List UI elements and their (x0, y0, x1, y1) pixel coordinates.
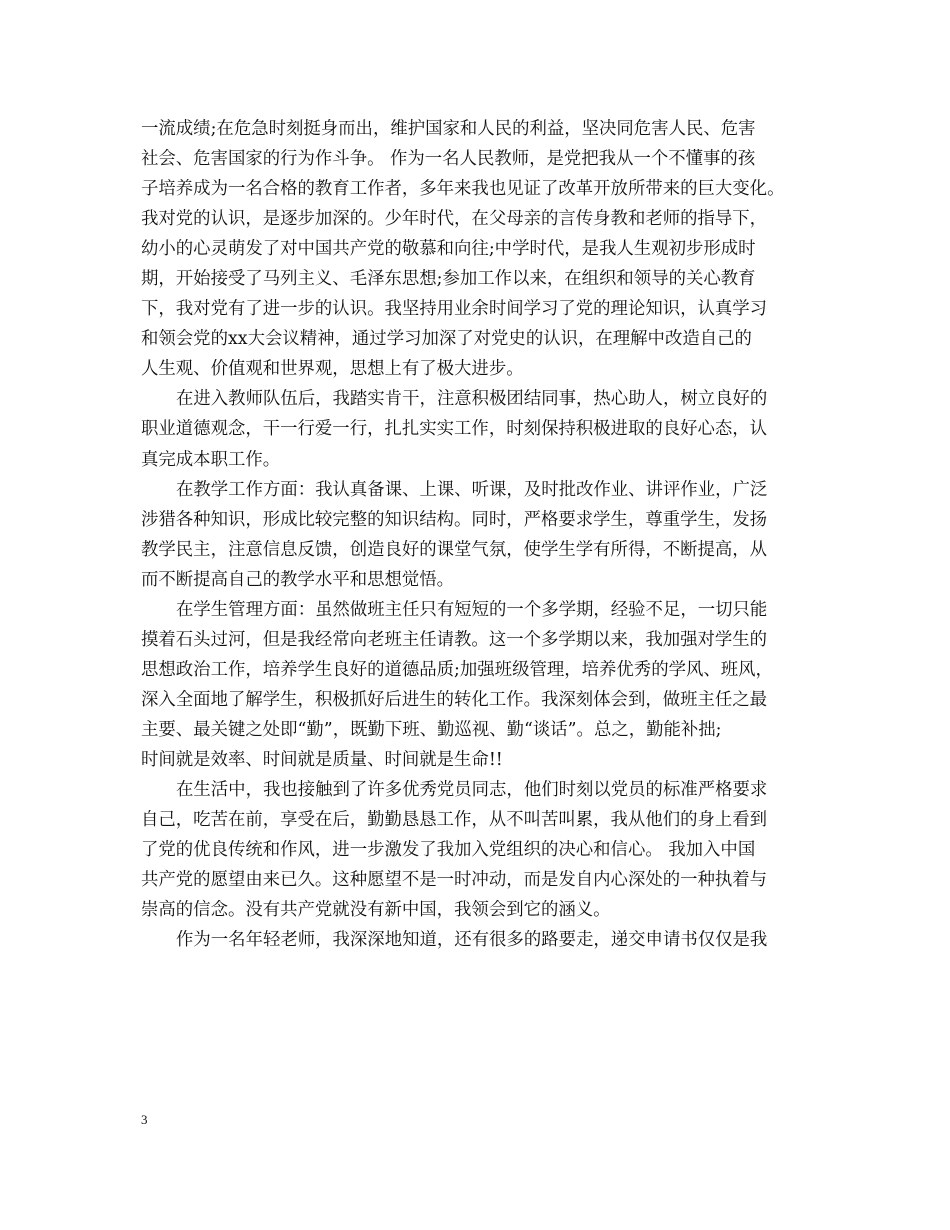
text-line: 崇高的信念。没有共产党就没有新中国，我领会到它的涵义。 (141, 900, 611, 921)
text-line: 我对党的认识，是逐步加深的。少年时代，在父母亲的言传身教和老师的指导下， (141, 209, 768, 230)
text-line: 了党的优良传统和作风，进一步激发了我加入党组织的决心和信心。 我加入中国 (141, 840, 756, 861)
text-line: 下，我对党有了进一步的认识。我坚持用业余时间学习了党的理论知识，认真学习 (141, 299, 768, 320)
text-line: 摸着石头过河，但是我经常向老班主任请教。这一个多学期以来，我加强对学生的 (141, 629, 768, 650)
text-line: 期，开始接受了马列主义、毛泽东思想;参加工作以来，在组织和领导的关心教育 (141, 269, 756, 290)
text-line: 幼小的心灵萌发了对中国共产党的敬慕和向往;中学时代，是我人生观初步形成时 (141, 239, 756, 260)
paragraph-first-line: 在生活中，我也接触到了许多优秀党员同志，他们时刻以党员的标准严格要求 (176, 780, 768, 801)
text-line: 涉猎各种知识，形成比较完整的知识结构。同时，严格要求学生，尊重学生，发扬 (141, 509, 768, 530)
text-line: 职业道德观念，干一行爱一行，扎扎实实工作，时刻保持积极进取的良好心态，认 (141, 419, 768, 440)
paragraph-first-line: 作为一名年轻老师，我深深地知道，还有很多的路要走，递交申请书仅仅是我 (176, 930, 768, 951)
text-line: 一流成绩;在危急时刻挺身而出，维护国家和人民的利益，坚决同危害人民、危害 (141, 119, 756, 139)
text-line: 人生观、价值观和世界观，思想上有了极大进步。 (141, 359, 524, 380)
text-line: 和领会党的xx大会议精神，通过学习加深了对党史的认识，在理解中改造自己的 (141, 329, 752, 350)
text-line: 教学民主，注意信息反馈，创造良好的课堂气氛，使学生学有所得，不断提高，从 (141, 539, 768, 560)
text-line: 主要、最关键之处即“勤”，既勤下班、勤巡视、勤“谈话”。总之，勤能补拙; (141, 719, 722, 740)
text-line: 子培养成为一名合格的教育工作者，多年来我也见证了改革开放所带来的巨大变化。 (141, 179, 785, 200)
paragraph-first-line: 在进入教师队伍后，我踏实肯干，注意积极团结同事，热心助人，树立良好的 (176, 389, 768, 410)
page-number: 3 (141, 1112, 148, 1127)
text-line: 时间就是效率、时间就是质量、时间就是生命!! (141, 749, 503, 770)
document-body-text (141, 114, 816, 955)
text-line: 真完成本职工作。 (141, 449, 281, 470)
text-line: 社会、危害国家的行为作斗争。 作为一名人民教师，是党把我从一个不懂事的孩 (141, 149, 756, 170)
text-line: 思想政治工作，培养学生良好的道德品质;加强班级管理，培养优秀的学风、班风， (141, 659, 773, 680)
text-line: 深入全面地了解学生，积极抓好后进生的转化工作。我深刻体会到，做班主任之最 (141, 689, 768, 710)
text-line: 而不断提高自己的教学水平和思想觉悟。 (141, 569, 455, 590)
text-line: 共产党的愿望由来已久。这种愿望不是一时冲动，而是发自内心深处的一种执着与 (141, 870, 768, 891)
paragraph-first-line: 在教学工作方面：我认真备课、上课、听课，及时批改作业、讲评作业，广泛 (176, 479, 768, 500)
text-line: 自己，吃苦在前，享受在后，勤勤恳恳工作，从不叫苦叫累，我从他们的身上看到 (141, 810, 768, 831)
paragraph-first-line: 在学生管理方面：虽然做班主任只有短短的一个多学期，经验不足，一切只能 (176, 599, 768, 620)
